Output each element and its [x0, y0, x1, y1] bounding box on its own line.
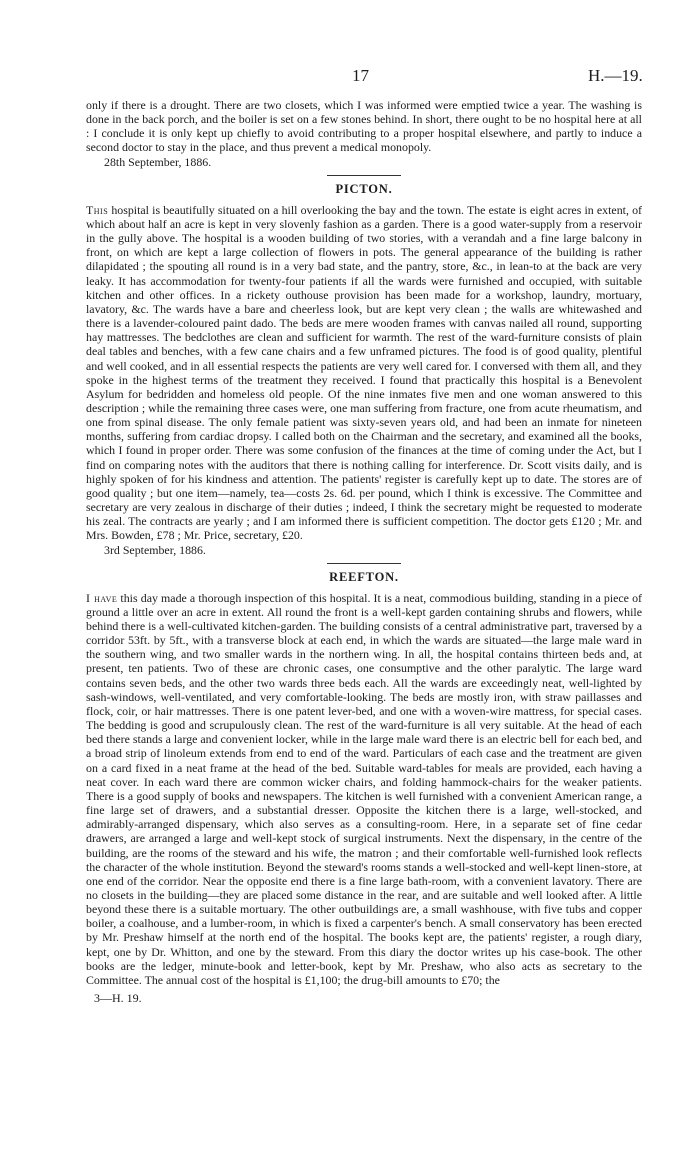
- reefton-first-word: I have: [86, 590, 118, 605]
- reefton-paragraph: [86, 591, 642, 987]
- picton-paragraph: [86, 203, 642, 543]
- section-divider: [327, 563, 401, 564]
- intro-paragraph: only if there is a drought. There are two closets, which I was informed were emptied twice a year. The washing is done in the back porch, and the boiler is set on a few stones behind. In short, there ought to be no hospital here at all : I conclude it is only kept up chiefly to avoid contributing to a proper hospital elsewhere, and partly to induce a second doctor to stay in the place, and thus prevent a medical monopoly.: [86, 98, 642, 155]
- page-header: [0, 66, 700, 88]
- reefton-heading: REEFTON.: [329, 569, 399, 584]
- document-reference: H.—19.: [588, 66, 643, 85]
- page-body: [86, 98, 642, 1005]
- page-number: 17: [352, 66, 369, 85]
- reefton-text: this day made a thorough inspection of this hospital. It is a neat, commodious building, standing in a piece of ground a little over an acre in extent. All round the front is a well-kept garden containing shrubs and flowers, while behind there is a well-cultivated kitchen-garden. The building consists of a central administrative part, traversed by a corridor 53ft. by 5ft., with a transverse block at each end, in which the wards are situated—the large male ward in the southern wing, and two smaller wards in the northern wing. In all, the hospital contains thirteen beds and, at present, ten patients. Two of these are chronic cases, one consumptive and the other paralytic. The large ward contains seven beds, and the other two wards three beds each. All the wards are exceedingly neat, well-lighted by sash-windows, well-ventilated, and very comfortable-looking. The beds are mostly iron, with straw paillasses and flock, coir, or hair mattresses. There is one patent lever-bed, and one with a woven-wire mattress, for special cases. The bedding is good and scrupulously clean. The rest of the ward-furniture is all very suitable. At the head of each bed there stands a large and convenient locker, while in the large male ward there is an electric bell for each bed, and a broad strip of linoleum extends from end to end of the ward. Particulars of each case and the treatment are given on a card fixed in a neat frame at the head of the bed. Suitable ward-tables for meals are provided, each having a neat cover. In each ward there are common wicker chairs, and folding hammock-chairs for the weaker patients. There is a good supply of books and newspapers. The kitchen is well furnished with a convenient American range, a fine large set of drawers, and a substantial dresser. Opposite the kitchen there is a large, well-stocked, and admirably-arranged dispensary, which also serves as a consulting-room. Here, in a separate set of fine cedar drawers, are arranged a large and well-kept stock of surgical instruments. Next the dispensary, in the centre of the building, are the rooms of the steward and his wife, the matron ; and their comfortable well-furnished look reflects the character of the whole institution. Beyond the steward's rooms stands a well-stocked and well-kept linen-store, at one end of the corridor. Near the opposite end there is a fine large bath-room, with a convenient lavatory. There are no closets in the building—they are placed some distance in the rear, and are suitable and well looked after. A little beyond these there is a suitable mortuary. The other outbuildings are, a small washhouse, with five tubs and copper boiler, a coalhouse, and a lumber-room, in which is fixed a carpenter's bench. A small conservatory has been erected by Mr. Preshaw himself at the north end of the hospital. The books kept are, the patients' register, a rough diary, kept, one by Dr. Whitton, and one by the steward. From this diary the doctor writes up his case-book. The other books are the ledger, minute-book and letter-book, kept by Mr. Preshaw, who also acts as secretary to the Committee. The annual cost of the hospital is £1,100; the drug-bill amounts to £70; the: [86, 590, 643, 987]
- picton-heading: PICTON.: [335, 181, 393, 196]
- intro-date: 28th September, 1886.: [104, 154, 212, 169]
- signature-mark: 3—H. 19.: [94, 991, 142, 1006]
- picton-first-word: This: [86, 202, 109, 217]
- section-divider: [327, 175, 401, 176]
- picton-text: hospital is beautifully situated on a hill overlooking the bay and the town. The estate is eight acres in extent, of which about half an acre is kept in very slovenly fashion as a garden. There is a good water-supply from a reservoir in the gully above. The hospital is a wooden building of two stories, with a verandah and a fine large balcony in front, on which are kept a large collection of flowers in pots. The general appearance of the building is rather dilapidated ; the spouting all round is in a very bad state, and the pantry, store, &c., in lean-to at the back are very leaky. It has accommodation for twenty-four patients if all the wards were furnished and occupied, with suitable kitchen and other offices. In a rickety outhouse provision has been made for a workshop, laundry, mortuary, lavatory, &c. The wards have a bare and cheerless look, but are kept very clean ; the walls are whitewashed and there is a lavender-coloured paint dado. The beds are mere wooden frames with canvas nailed all round, supporting hay mattresses. The bedclothes are clean and sufficient for warmth. The rest of the ward-furniture consists of plain deal tables and benches, with a few cane chairs and a few unframed pictures. The food is of good quality, plentiful and well cooked, and in all essential respects the patients are very well cared for. I conversed with them all, and they spoke in the highest terms of the treatment they received. I found that practically this hospital is a Benevolent Asylum for bedridden and homeless old people. Of the nine inmates five men and one woman answered to this description ; while the remaining three cases were, one man suffering from fracture, one from acute rheumatism, and one from spinal disease. The only female patient was sixty-seven years old, and had been an inmate for nineteen months, suffering from cardiac dropsy. I called both on the Chairman and the secretary, and examined all the books, which I found in proper order. There was some confusion of the finances at the time of coming under the Act, but I find on comparing notes with the auditors that there is nothing calling for interference. Dr. Scott visits daily, and is highly spoken of for his kindness and attention. The patients' register is carefully kept up to date. The stores are of good quality ; but one item—namely, tea—costs 2s. 6d. per pound, which I think is excessive. The Committee and secretary are very zealous in discharge of their duties ; indeed, I think the secretary might be requested to moderate his zeal. The contracts are yearly ; and I am informed there is sufficient competition. The doctor gets £120 ; Mr. and Mrs. Bowden, £78 ; Mr. Price, secretary, £20.: [86, 202, 642, 543]
- picton-date: 3rd September, 1886.: [104, 542, 206, 557]
